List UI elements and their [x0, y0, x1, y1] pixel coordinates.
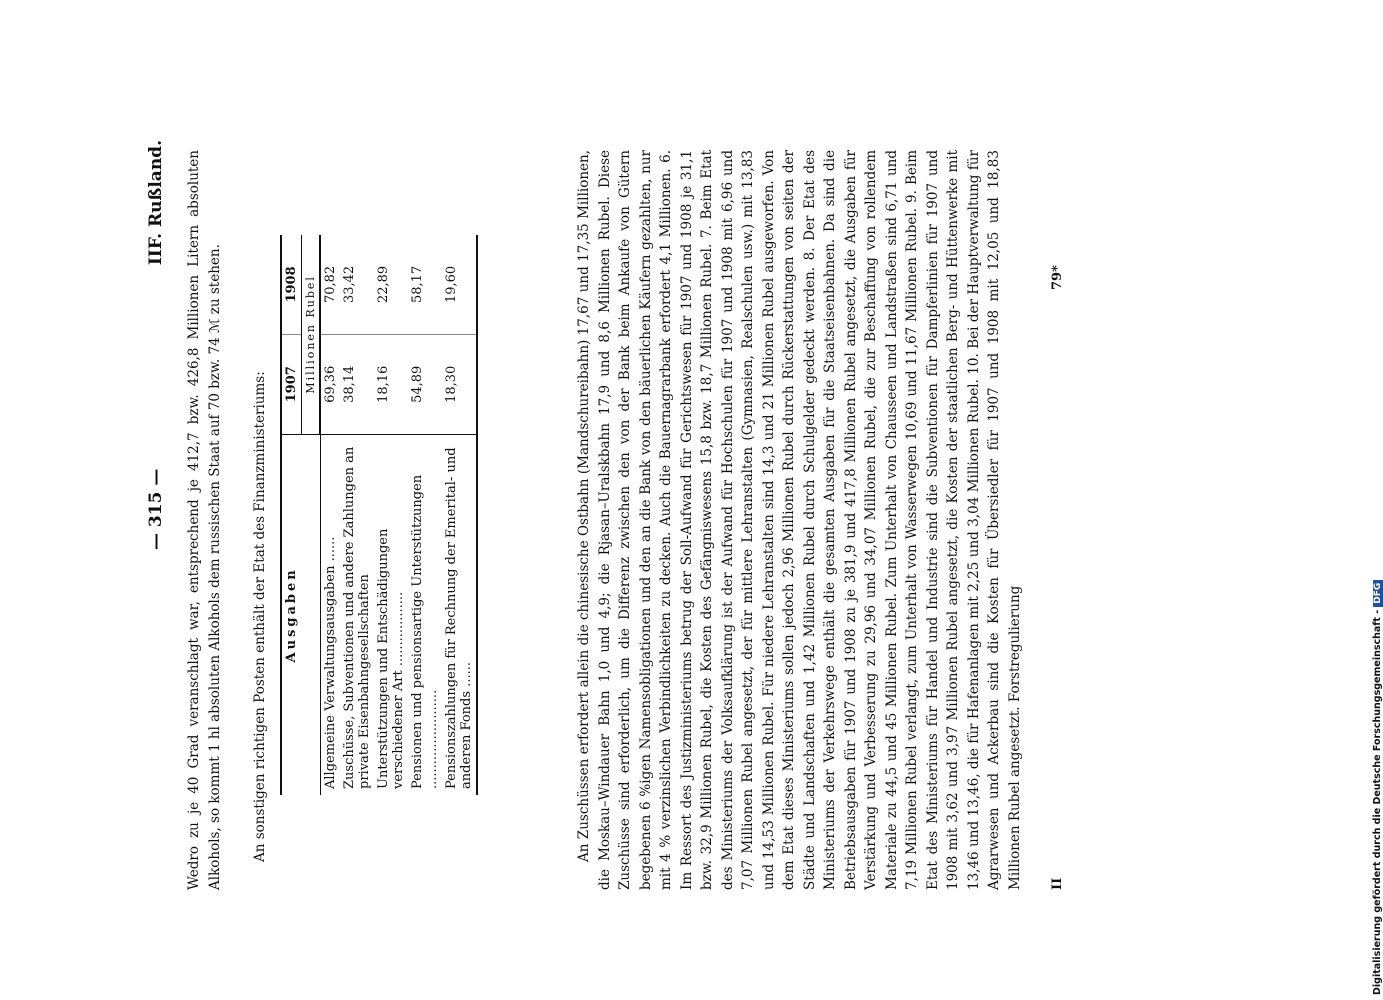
row-value-1907: 54,89	[408, 334, 442, 434]
table-header-1907: 1907	[281, 334, 302, 434]
row-label: Allgemeine Verwaltungsausgaben ......	[320, 434, 340, 795]
credit-text: Digitalisierung gefördert durch die Deutsche Forschungsgemeinschaft -	[1372, 609, 1383, 995]
table-header-1908: 1908	[281, 235, 302, 334]
row-label: Zuschüsse, Subventionen und andere Zahlungen an private Eisenbahngesellschaften	[340, 434, 374, 795]
table-row	[340, 235, 374, 795]
row-value-1908: 58,17	[410, 265, 425, 304]
row-value-1907: 69,36	[320, 334, 340, 434]
expenses-table	[280, 235, 478, 795]
footer-page-mark: 79*	[1050, 265, 1065, 290]
table-unit: Millionen Rubel	[302, 235, 321, 434]
row-value-1907: 38,14	[340, 334, 374, 434]
table-row	[320, 235, 340, 795]
row-label: Pensionen und pensionsartige Unterstützungen ........................	[408, 434, 442, 795]
page-number: — 315 —	[146, 468, 166, 550]
intro-paragraph: Wedro zu je 40 Grad veranschlagt war, entsprechend je 412,7 bzw. 426,8 Millionen Litern absoluten Alkohols, so kommt 1 hl absoluten Alkohols dem russischen Staat auf 70 bzw. 74 ℳ zu stehen.	[186, 150, 223, 890]
table-intro-paragraph: An sonstigen richtigen Posten enthält der Etat des Finanzministeriums:	[252, 371, 268, 862]
row-value-1907: 18,16	[374, 334, 408, 434]
row-value-1908: 22,89	[376, 265, 391, 304]
table-header-label: Ausgaben	[281, 434, 320, 795]
row-label: Pensionszahlungen für Rechnung der Emerital- und anderen Fonds ......	[442, 434, 477, 795]
table-row	[442, 235, 477, 795]
digitization-credit	[1372, 5, 1383, 995]
row-value-1908: 33,42	[342, 265, 357, 304]
row-value-1908: 70,82	[323, 265, 338, 304]
row-value-1908: 19,60	[442, 235, 477, 334]
body-text: An Zuschüssen erfordert allein die chinesische Ostbahn (Mandschureibahn) 17,67 und 17,35 Millionen, die Moskau–Windauer Bahn 1,0 und 4,9; die Rjasan–Uralskbahn 17,9 und 8,6 Millionen Rubel. Diese Zuschüsse sind erforderlich, um die Differenz zwischen den von der Bank beim Ankaufe von Gütern begebenen 6 %igen Namensobligationen und den an die Bank von den bäuerlichen Käufern gezahlten, nur mit 4 % verzinslichen Verbindlichkeiten zu decken. Auch die Bauernagrarbank erfordert 4,1 Millionen. 6. Im Ressort des Justizministeriums betrug der Soll-Aufwand für Gerichtswesen für 1907 und 1908 je 31,1 bzw. 32,9 Millionen Rubel, die Kosten des Gefängniswesens 15,8 bzw. 18,7 Millionen Rubel. 7. Beim Etat des Ministeriums der Volksaufklärung ist der Aufwand für Hochschulen für 1907 und 1908 mit 6,96 und 7,07 Millionen Rubel angesetzt, der für mittlere Lehranstalten (Gymnasien, Realschulen usw.) mit 13,83 und 14,53 Millionen Rubel. Für niedere Lehranstalten sind 14,3 und 21 Millionen Rubel ausgeworfen. Von dem Etat dieses Ministeriums sollen jedoch 2,96 Millionen Rubel durch Rückerstattungen von seiten der Städte und Landschaften und 1,42 Millionen Rubel durch Schulgelder gedeckt werden. 8. Der Etat des Ministeriums der Verkehrswege enthält die gesamten Ausgaben für die Staatseisenbahnen. Da sind die Betriebsausgaben für 1907 und 1908 zu je 381,9 und 417,8 Millionen Rubel angesetzt, die Ausgaben für Verstärkung und Verbesserung zu 29,96 und 34,07 Millionen Rubel, die zur Beschaffung von rollendem Materiale zu 44,5 und 45 Millionen Rubel. Zum Unterhalt von Chausseen und Landstraßen sind 6,71 und 7,19 Millionen Rubel verlangt, zum Unterhalt von Wasserwegen 10,69 und 11,67 Millionen Rubel. 9. Beim Etat des Ministeriums für Handel und Industrie sind die Subventionen für Dampferlinien für 1907 und 1908 mit 3,62 und 3,97 Millionen Rubel angesetzt, die Kosten der staatlichen Berg- und Hüttenwerke mit 13,46 und 13,46, die für Hafenanlagen mit 2,25 und 3,04 Millionen Rubel. 10. Bei der Hauptverwaltung für Agrarwesen und Ackerbau sind die Kosten für Übersiedler für 1907 und 1908 mit 12,05 und 18,83 Millionen Rubel angesetzt. Forstregulierung	[576, 150, 1023, 890]
footer-signature: II	[1050, 877, 1065, 890]
running-title: IIF. Rußland.	[146, 140, 166, 266]
rotated-page-content	[140, 130, 1220, 890]
dfg-logo: DFG	[1373, 580, 1383, 607]
row-label: Unterstützungen und Entschädigungen verschiedener Art ..................	[374, 434, 408, 795]
page-header	[140, 130, 180, 890]
table-row	[374, 235, 408, 795]
row-value-1907: 18,30	[442, 334, 477, 434]
table-row	[408, 235, 442, 795]
